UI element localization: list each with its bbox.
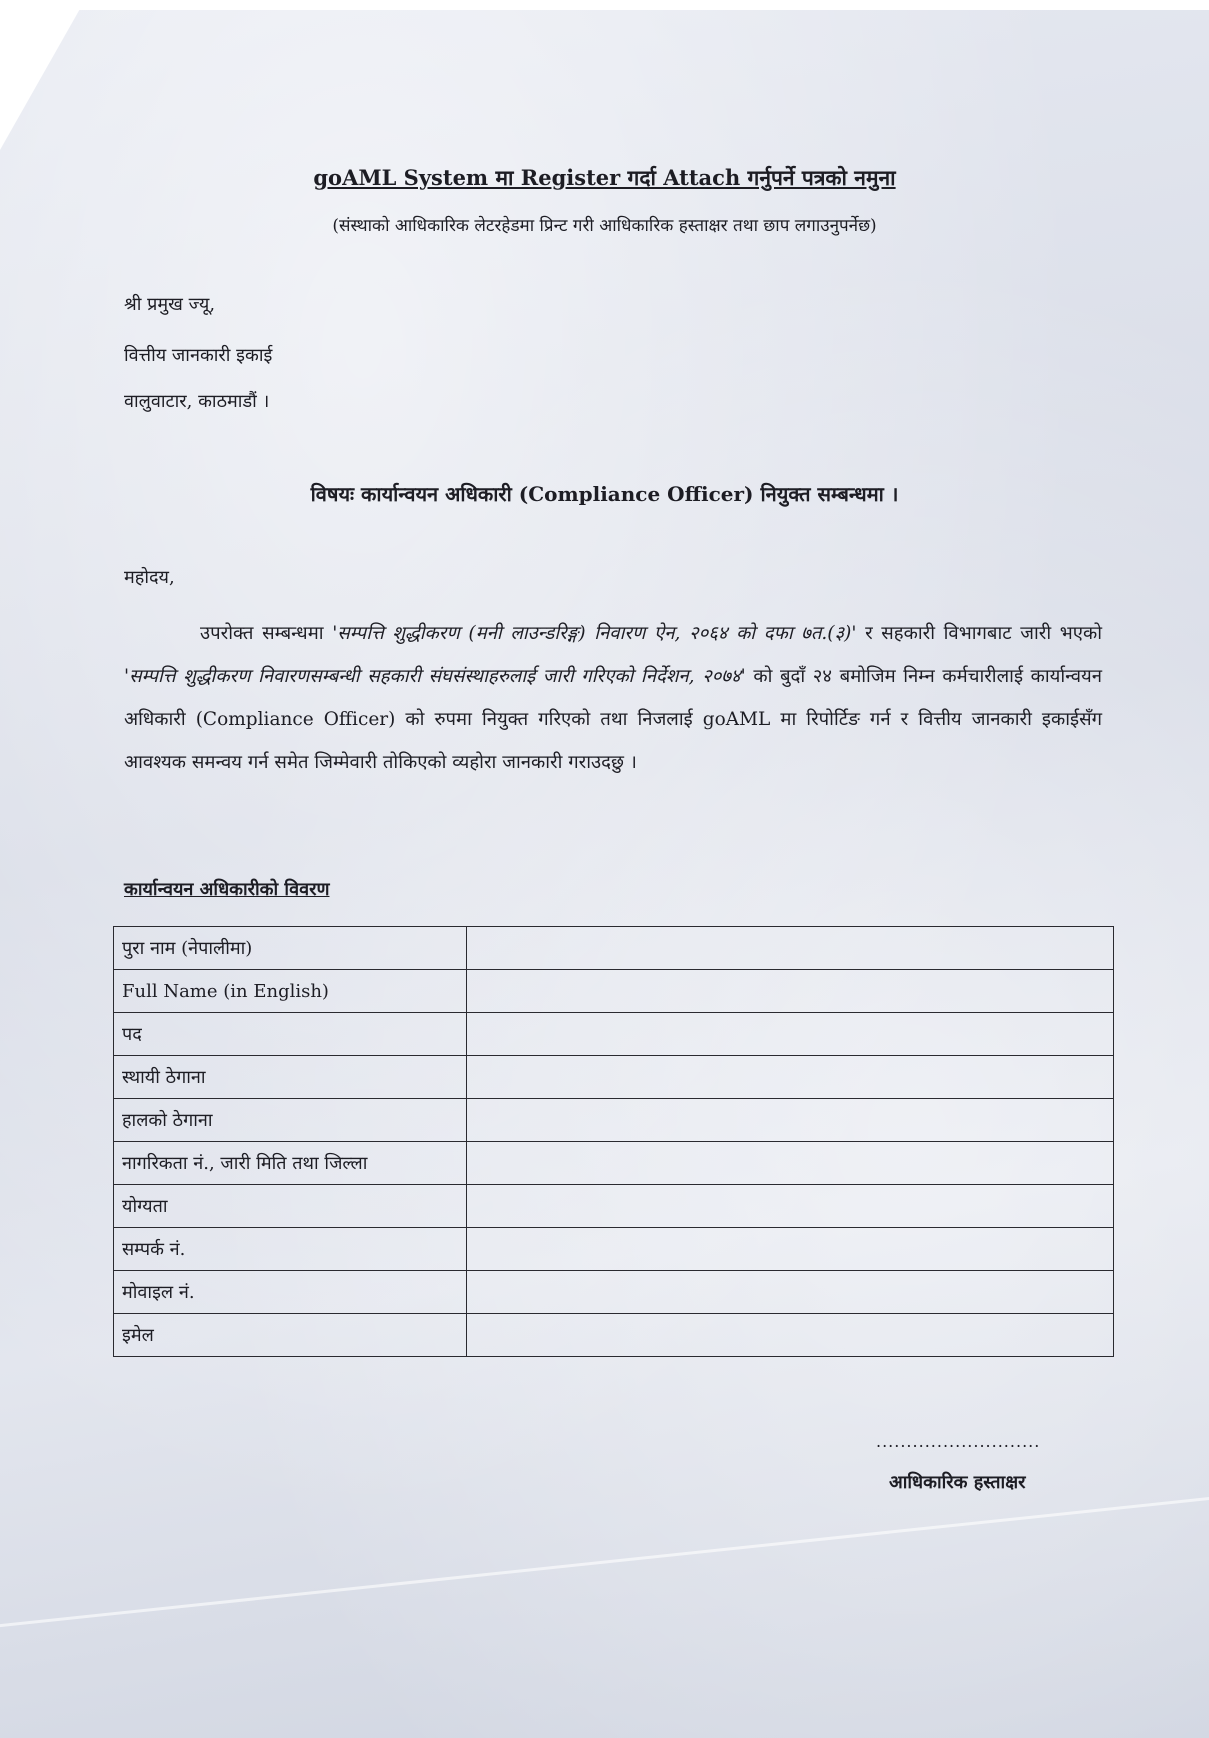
- row-label: इमेल: [114, 1314, 467, 1357]
- row-value-field[interactable]: [467, 1099, 1114, 1142]
- signature-line: ...........................: [876, 1432, 1041, 1451]
- row-label: मोवाइल नं.: [114, 1271, 467, 1314]
- table-row: [114, 1314, 1114, 1357]
- table-row: [114, 1185, 1114, 1228]
- row-value-field[interactable]: [467, 1013, 1114, 1056]
- row-value-field[interactable]: [467, 1056, 1114, 1099]
- row-value-field[interactable]: [467, 1185, 1114, 1228]
- body-text-3: को बुदाँ २४ बमोजिम निम्न कर्मचारीलाई कार्यान्वयन अधिकारी (Compliance Officer) को रुपमा नियुक्त गरिएको तथा निजलाई goAML मा रिपोर्टिङ गर्न र वित्तीय जानकारी इकाईसँग आवश्यक समन्वय गर्न समेत जिम्मेवारी तोकिएको व्यहोरा जानकारी गराउदछु ।: [124, 666, 1102, 773]
- row-value-field[interactable]: [467, 1142, 1114, 1185]
- row-value-field[interactable]: [467, 1228, 1114, 1271]
- row-label: सम्पर्क नं.: [114, 1228, 467, 1271]
- row-label: Full Name (in English): [114, 970, 467, 1013]
- row-value-field[interactable]: [467, 927, 1114, 970]
- row-label: योग्यता: [114, 1185, 467, 1228]
- body-text-2: र सहकारी विभागबाट जारी भएको: [856, 623, 1102, 644]
- row-value-field[interactable]: [467, 1314, 1114, 1357]
- table-row: [114, 1099, 1114, 1142]
- address-line-2: वित्तीय जानकारी इकाई: [124, 345, 273, 366]
- act-reference: 'सम्पत्ति शुद्धीकरण (मनी लाउन्डरिङ्ग) निवारण ऐन, २०६४ को दफा ७त.(३)': [332, 623, 857, 644]
- signature-label: आधिकारिक हस्ताक्षर: [889, 1472, 1026, 1493]
- table-row: [114, 1271, 1114, 1314]
- subject-line: विषयः कार्यान्वयन अधिकारी (Compliance Officer) नियुक्त सम्बन्धमा ।: [310, 482, 899, 506]
- table-row: [114, 1142, 1114, 1185]
- address-line-1: श्री प्रमुख ज्यू,: [124, 294, 216, 315]
- row-label: नागरिकता नं., जारी मिति तथा जिल्ला: [114, 1142, 467, 1185]
- row-label: पद: [114, 1013, 467, 1056]
- table-row: [114, 927, 1114, 970]
- table-row: [114, 1013, 1114, 1056]
- row-label: हालको ठेगाना: [114, 1099, 467, 1142]
- body-text-1: उपरोक्त सम्बन्धमा: [200, 623, 333, 644]
- scan-top-border: [0, 0, 1209, 10]
- row-label: पुरा नाम (नेपालीमा): [114, 927, 467, 970]
- table-row: [114, 1056, 1114, 1099]
- body-paragraph: [124, 612, 1102, 784]
- address-line-3: वालुवाटार, काठमाडौं ।: [124, 391, 270, 412]
- details-heading: कार्यान्वयन अधिकारीको विवरण: [124, 879, 330, 900]
- document-title: goAML System मा Register गर्दा Attach गर्नुपर्ने पत्रको नमुना: [313, 165, 896, 190]
- table-row: [114, 970, 1114, 1013]
- document-subtitle: (संस्थाको आधिकारिक लेटरहेडमा प्रिन्ट गरी आधिकारिक हस्ताक्षर तथा छाप लगाउनुपर्नेछ): [332, 216, 877, 236]
- folded-corner: [0, 0, 85, 150]
- row-value-field[interactable]: [467, 970, 1114, 1013]
- officer-details-table: [113, 926, 1114, 1357]
- salutation: महोदय,: [124, 567, 175, 588]
- row-label: स्थायी ठेगाना: [114, 1056, 467, 1099]
- row-value-field[interactable]: [467, 1271, 1114, 1314]
- directive-reference: 'सम्पत्ति शुद्धीकरण निवारणसम्बन्धी सहकारी संघसंस्थाहरुलाई जारी गरिएको निर्देशन, २०७४': [124, 666, 746, 687]
- table-row: [114, 1228, 1114, 1271]
- paper-crease: [0, 1492, 1209, 1631]
